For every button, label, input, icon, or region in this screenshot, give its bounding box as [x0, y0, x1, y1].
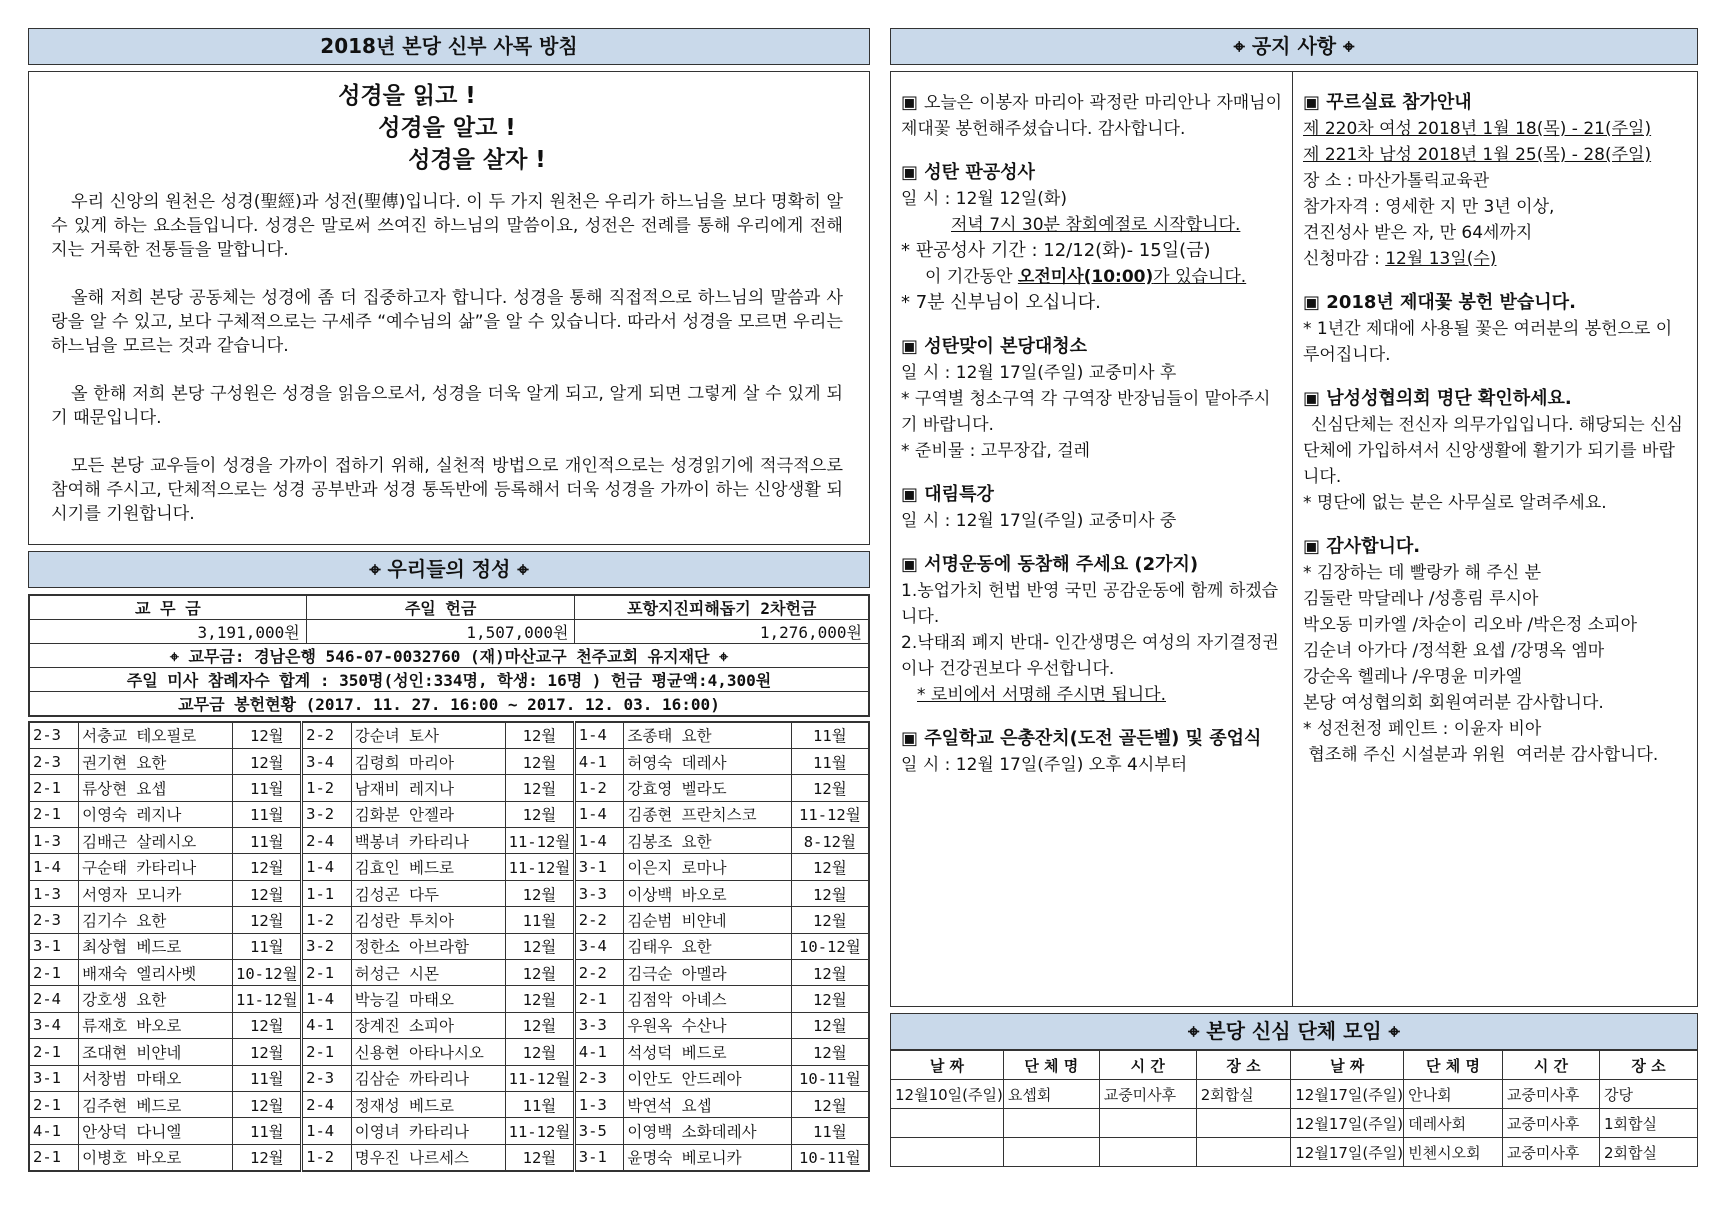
donor-name: 김주현 베드로	[79, 1091, 233, 1117]
donor-district: 2-1	[29, 775, 79, 801]
donor-district: 1-1	[302, 880, 352, 906]
table-header-row	[891, 1051, 1698, 1080]
donor-name: 김태우 요한	[624, 933, 791, 959]
notice-title: ▣ 성탄맞이 본당대청소	[901, 336, 1088, 357]
donor-name: 서충교 테오필로	[79, 722, 233, 748]
donor-months: 11-12월	[506, 854, 575, 880]
meeting-cell	[1099, 1138, 1196, 1167]
donor-name: 윤명숙 베로니카	[624, 1144, 791, 1170]
table-row	[29, 801, 869, 827]
donor-months: 10-11월	[791, 1065, 869, 1091]
donor-district: 3-3	[574, 1012, 624, 1038]
donor-district: 1-2	[302, 1144, 352, 1170]
meeting-cell: 12월17일(주일)	[1291, 1080, 1404, 1109]
donor-name: 이은지 로마나	[624, 854, 791, 880]
square-bullet-icon: ▣	[901, 554, 919, 575]
donor-name: 김극순 아멜라	[624, 960, 791, 986]
notice-box	[890, 71, 1698, 1007]
sunday-collection-value: 1,507,000원	[306, 620, 575, 644]
donor-months: 12월	[506, 933, 575, 959]
column-header: 날 짜	[1291, 1051, 1404, 1080]
meeting-cell	[891, 1138, 1004, 1167]
donor-district: 4-1	[302, 1012, 352, 1038]
donor-district: 3-1	[574, 1144, 624, 1170]
notice-line: 신심단체는 전신자 의무가입입니다. 해당되는 신심단체에 가입하셔서 신앙생활에 활기가 되기를 바랍니다.	[1303, 415, 1683, 487]
square-bullet-icon: ▣	[901, 92, 919, 113]
column-header: 시 간	[1099, 1051, 1196, 1080]
donor-name: 우원옥 수산나	[624, 1012, 791, 1038]
square-bullet-icon: ▣	[901, 336, 919, 357]
donor-months: 11-12월	[506, 1118, 575, 1144]
sunday-collection-label: 주일 헌금	[306, 595, 575, 620]
donor-name: 이영백 소화데레사	[624, 1118, 791, 1144]
thanks-line: 박오동 미카엘 /차순이 리오바 /박은정 소피아	[1303, 615, 1638, 635]
slogan-line: 성경을 알고 !	[378, 115, 516, 141]
donor-months: 10-12월	[791, 933, 869, 959]
meeting-cell: 교중미사후	[1502, 1080, 1599, 1109]
donor-name: 배재숙 엘리사벳	[79, 960, 233, 986]
table-row	[29, 960, 869, 986]
donor-district: 1-4	[302, 854, 352, 880]
meeting-cell: 데레사회	[1404, 1109, 1503, 1138]
donor-months: 12월	[506, 986, 575, 1012]
donor-months: 12월	[791, 775, 869, 801]
donor-name: 김령희 마리아	[351, 748, 505, 774]
donor-district: 2-3	[574, 1065, 624, 1091]
table-row	[29, 854, 869, 880]
meeting-cell: 12월17일(주일)	[1291, 1109, 1404, 1138]
notice-title: ▣ 2018년 제대꽃 봉헌 받습니다.	[1303, 292, 1576, 313]
donor-months: 12월	[791, 1091, 869, 1117]
meeting-cell: 요셉회	[1003, 1080, 1099, 1109]
meeting-cell: 교중미사후	[1502, 1109, 1599, 1138]
donor-months: 11월	[791, 722, 869, 748]
donor-district: 2-2	[574, 907, 624, 933]
donor-name: 안상덕 다니엘	[79, 1118, 233, 1144]
meeting-header: ⌖ 본당 신심 단체 모임 ⌖	[890, 1013, 1698, 1050]
donor-months: 8-12월	[791, 828, 869, 854]
donor-name: 김효인 베드로	[351, 854, 505, 880]
thanks-line: 김순녀 아가다 /정석환 요셉 /강명옥 엠마	[1303, 641, 1605, 661]
donor-name: 김점악 아녜스	[624, 986, 791, 1012]
column-header: 장 소	[1599, 1051, 1697, 1080]
notice-line: 일 시 : 12월 17일(주일) 오후 4시부터	[901, 755, 1188, 775]
donor-months: 12월	[791, 986, 869, 1012]
notice-line: 참가자격 : 영세한 지 만 3년 이상,	[1303, 197, 1555, 217]
donor-name: 정재성 베드로	[351, 1091, 505, 1117]
table-row	[29, 880, 869, 906]
notice-title: ▣ 대림특강	[901, 484, 994, 505]
donor-name: 김기수 요한	[79, 907, 233, 933]
donor-district: 2-2	[574, 960, 624, 986]
donor-district: 2-3	[29, 907, 79, 933]
donor-district: 1-4	[574, 801, 624, 827]
meeting-cell	[1099, 1109, 1196, 1138]
table-row	[29, 907, 869, 933]
donor-district: 3-4	[574, 933, 624, 959]
slogan	[51, 80, 843, 176]
donor-district: 4-1	[574, 1039, 624, 1065]
donor-name: 김성곤 다두	[351, 880, 505, 906]
square-bullet-icon: ▣	[901, 728, 919, 749]
donor-district: 2-4	[302, 828, 352, 854]
donor-name: 이영녀 카타리나	[351, 1118, 505, 1144]
donor-name: 이안도 안드레아	[624, 1065, 791, 1091]
thanks-line: 본당 여성협의회 회원여러분 감사합니다.	[1303, 693, 1604, 713]
table-row	[29, 1039, 869, 1065]
column-header: 날 짜	[891, 1051, 1004, 1080]
donor-name: 서영자 모니카	[79, 880, 233, 906]
donor-name: 조종태 요한	[624, 722, 791, 748]
table-row	[29, 1012, 869, 1038]
donor-months: 11월	[233, 801, 302, 827]
table-row	[29, 1118, 869, 1144]
donor-name: 김종현 프란치스코	[624, 801, 791, 827]
donor-name: 허영숙 데레사	[624, 748, 791, 774]
notice-line: 제 221차 남성 2018년 1월 25(목) - 28(주일)	[1303, 145, 1652, 165]
donor-months: 12월	[791, 960, 869, 986]
policy-paragraph: 올해 저희 본당 공동체는 성경에 좀 더 집중하고자 합니다. 성경을 통해 직접적으로 하느님의 말씀과 사랑을 알 수 있고, 보다 구체적으로는 구세주 “예수님의 삶”을 알 수 있습니다. 따라서 성경을 모르면 우리는 하느님을 모르는 것과 같습니다.	[51, 288, 843, 356]
donor-name: 남재비 레지나	[351, 775, 505, 801]
column-header: 시 간	[1502, 1051, 1599, 1080]
meeting-cell: 강당	[1599, 1080, 1697, 1109]
donor-district: 1-3	[574, 1091, 624, 1117]
donor-district: 3-1	[29, 933, 79, 959]
donor-name: 이영숙 레지나	[79, 801, 233, 827]
donor-name: 이병호 바오로	[79, 1144, 233, 1170]
donor-district: 1-2	[574, 775, 624, 801]
donor-name: 허성근 시몬	[351, 960, 505, 986]
donor-district: 2-1	[29, 1091, 79, 1117]
meeting-cell: 교중미사후	[1502, 1138, 1599, 1167]
donor-months: 12월	[791, 1039, 869, 1065]
table-row	[891, 1138, 1698, 1167]
table-row	[29, 1144, 869, 1170]
table-row	[29, 933, 869, 959]
notice-title: ▣ 주일학교 은총잔치(도전 골든벨) 및 종업식	[901, 728, 1262, 749]
donor-name: 신용현 아타나시오	[351, 1039, 505, 1065]
meeting-cell: 12월10일(주일)	[891, 1080, 1004, 1109]
donor-district: 2-1	[574, 986, 624, 1012]
donor-district: 3-1	[29, 1065, 79, 1091]
donor-name: 김화분 안젤라	[351, 801, 505, 827]
donor-district: 3-4	[302, 748, 352, 774]
thanks-line: 강순옥 헬레나 /우명윤 미카엘	[1303, 667, 1523, 687]
meeting-cell: 빈첸시오회	[1404, 1138, 1503, 1167]
donor-district: 1-4	[302, 986, 352, 1012]
square-bullet-icon: ▣	[901, 484, 919, 505]
donor-name: 석성덕 베드로	[624, 1039, 791, 1065]
column-header: 장 소	[1196, 1051, 1291, 1080]
policy-paragraph: 우리 신앙의 원천은 성경(聖經)과 성전(聖傳)입니다. 이 두 가지 원천은 우리가 하느님을 보다 명확히 알 수 있게 하는 요소들입니다. 성경은 말로써 쓰여진 하느님의 말씀이요, 성전은 전례를 통해 우리에게 전해지는 거룩한 전통들을 말합니다.	[51, 192, 843, 260]
donor-district: 4-1	[29, 1118, 79, 1144]
donor-district: 3-5	[574, 1118, 624, 1144]
donor-district: 1-2	[302, 907, 352, 933]
donor-months: 12월	[506, 722, 575, 748]
donor-months: 12월	[506, 801, 575, 827]
donor-district: 4-1	[574, 748, 624, 774]
square-bullet-icon: ▣	[901, 162, 919, 183]
donor-months: 11월	[791, 748, 869, 774]
donor-district: 3-2	[302, 801, 352, 827]
attendance-info: 주일 미사 참례자수 합계 : 350명(성인:334명, 학생: 16명 ) 헌금 평균액:4,300원	[29, 668, 869, 692]
donor-months: 12월	[791, 854, 869, 880]
donor-name: 조대현 비얀네	[79, 1039, 233, 1065]
table-row	[29, 1091, 869, 1117]
donor-months: 11월	[233, 1065, 302, 1091]
table-row	[29, 1065, 869, 1091]
donor-name: 구순태 카타리나	[79, 854, 233, 880]
meeting-cell: 12월17일(주일)	[1291, 1138, 1404, 1167]
donor-months: 12월	[506, 960, 575, 986]
square-bullet-icon: ▣	[1303, 536, 1321, 557]
donor-name: 이상백 바오로	[624, 880, 791, 906]
donor-months: 12월	[506, 1144, 575, 1170]
notice-line: 일 시 : 12월 12일(화)	[901, 189, 1067, 209]
donor-months: 10-11월	[791, 1144, 869, 1170]
meeting-cell	[891, 1109, 1004, 1138]
square-bullet-icon: ▣	[1303, 388, 1321, 409]
left-column	[28, 28, 870, 1172]
donor-district: 1-3	[29, 880, 79, 906]
table-row	[891, 1080, 1698, 1109]
donor-name: 정한소 아브라함	[351, 933, 505, 959]
table-row	[891, 1109, 1698, 1138]
donor-months: 11월	[506, 907, 575, 933]
donor-months: 12월	[506, 748, 575, 774]
slogan-line: 성경을 읽고 !	[338, 83, 476, 109]
donor-months: 12월	[233, 907, 302, 933]
notice-line: 2.낙태죄 폐지 반대- 인간생명은 여성의 자기결정권이나 건강권보다 우선합니다.	[901, 633, 1279, 679]
donor-district: 2-4	[29, 986, 79, 1012]
donor-name: 백봉녀 카타리나	[351, 828, 505, 854]
donor-district: 2-1	[29, 1144, 79, 1170]
donor-months: 12월	[233, 1039, 302, 1065]
policy-paragraph: 모든 본당 교우들이 성경을 가까이 접하기 위해, 실천적 방법으로 개인적으로는 성경읽기에 적극적으로 참여해 주시고, 단체적으로는 성경 공부반과 성경 통독반에 등록해서 더욱 성경을 가까이 하는 신앙생활 되시기를 기원합니다.	[51, 456, 843, 524]
tithe-donor-table	[28, 721, 870, 1172]
donor-months: 11월	[233, 933, 302, 959]
thanks-line: 협조해 주신 시설분과 위원 여러분 감사합니다.	[1303, 745, 1659, 765]
thanks-line: 김둘란 막달레나 /성흥림 루시아	[1303, 589, 1539, 609]
table-row	[29, 986, 869, 1012]
notice-line: 신청마감 : 12월 13일(수)	[1303, 249, 1497, 269]
special-collection-value: 1,276,000원	[575, 620, 869, 644]
donor-months: 12월	[233, 1091, 302, 1117]
donor-name: 서창범 마태오	[79, 1065, 233, 1091]
donor-months: 12월	[791, 880, 869, 906]
donor-months: 12월	[233, 1144, 302, 1170]
donor-name: 김봉조 요한	[624, 828, 791, 854]
donor-district: 3-4	[29, 1012, 79, 1038]
donor-name: 명우진 나르세스	[351, 1144, 505, 1170]
notice-line: * 준비물 : 고무장갑, 걸레	[901, 441, 1091, 461]
donor-district: 3-2	[302, 933, 352, 959]
donor-name: 강호생 요한	[79, 986, 233, 1012]
tithe-period: 교무금 봉헌현황 (2017. 11. 27. 16:00 ~ 2017. 12. 03. 16:00)	[29, 692, 869, 717]
donor-name: 김배근 살레시오	[79, 828, 233, 854]
meeting-cell: 1회합실	[1599, 1109, 1697, 1138]
notice-header: ⌖ 공지 사항 ⌖	[890, 28, 1698, 65]
donor-district: 2-2	[302, 722, 352, 748]
table-row	[29, 722, 869, 748]
donor-months: 12월	[233, 880, 302, 906]
donor-district: 1-3	[29, 828, 79, 854]
donor-months: 12월	[506, 1012, 575, 1038]
notice-right-column	[1293, 72, 1697, 1006]
donor-months: 12월	[791, 907, 869, 933]
offering-header: ⌖ 우리들의 정성 ⌖	[28, 551, 870, 588]
donor-months: 11월	[233, 1118, 302, 1144]
tithe-value: 3,191,000원	[29, 620, 306, 644]
slogan-line: 성경을 살자 !	[408, 147, 546, 173]
notice-line: * 구역별 청소구역 각 구역장 반장님들이 맡아주시기 바랍니다.	[901, 389, 1271, 435]
square-bullet-icon: ▣	[1303, 292, 1321, 313]
notice-left-column	[891, 72, 1293, 1006]
donor-district: 1-4	[574, 722, 624, 748]
table-row	[29, 828, 869, 854]
policy-paragraph: 올 한해 저희 본당 구성원은 성경을 읽음으로서, 성경을 더욱 알게 되고, 알게 되면 그렇게 살 수 있게 되기 때문입니다.	[51, 384, 843, 428]
notice-line: 일 시 : 12월 17일(주일) 교중미사 중	[901, 511, 1177, 531]
donor-months: 11-12월	[506, 828, 575, 854]
donor-district: 1-4	[29, 854, 79, 880]
donor-district: 1-2	[302, 775, 352, 801]
donor-months: 12월	[233, 854, 302, 880]
donor-name: 강효영 벨라도	[624, 775, 791, 801]
donor-name: 최상협 베드로	[79, 933, 233, 959]
donor-name: 김순범 비얀네	[624, 907, 791, 933]
donor-district: 2-3	[302, 1065, 352, 1091]
notice-title: ▣ 남성성협의회 명단 확인하세요.	[1303, 388, 1572, 409]
meeting-cell	[1003, 1109, 1099, 1138]
donor-district: 2-3	[29, 722, 79, 748]
donor-district: 2-3	[29, 748, 79, 774]
notice-text: 오늘은 이봉자 마리아 곽정란 마리안나 자매님이 제대꽃 봉헌해주셨습니다. 감사합니다.	[901, 93, 1283, 139]
pastor-policy-box	[28, 71, 870, 545]
donor-months: 12월	[233, 722, 302, 748]
donor-months: 10-12월	[233, 960, 302, 986]
square-bullet-icon: ▣	[1303, 92, 1321, 113]
donor-months: 11월	[233, 775, 302, 801]
notice-line: 장 소 : 마산가톨릭교육관	[1303, 171, 1490, 191]
donor-months: 11월	[506, 1091, 575, 1117]
pastor-policy-header: 2018년 본당 신부 사목 방침	[28, 28, 870, 65]
table-row	[29, 775, 869, 801]
meeting-cell	[1196, 1138, 1291, 1167]
notice-line: 일 시 : 12월 17일(주일) 교중미사 후	[901, 363, 1177, 383]
right-column	[890, 28, 1698, 1167]
notice-line: 이 기간동안 오전미사(10:00)가 있습니다.	[925, 267, 1247, 287]
notice-line: * 1년간 제대에 사용될 꽃은 여러분의 봉헌으로 이루어집니다.	[1303, 319, 1673, 365]
notice-title: ▣ 감사합니다.	[1303, 536, 1421, 557]
donor-district: 3-1	[574, 854, 624, 880]
table-row	[29, 748, 869, 774]
meeting-cell: 2회합실	[1196, 1080, 1291, 1109]
special-collection-label: 포항지진피해돕기 2차헌금	[575, 595, 869, 620]
donor-months: 12월	[791, 1012, 869, 1038]
column-header: 단 체 명	[1404, 1051, 1503, 1080]
notice-title: ▣ 꾸르실료 참가안내	[1303, 92, 1472, 113]
notice-title: ▣ 성탄 판공성사	[901, 162, 1035, 183]
tithe-label: 교 무 금	[29, 595, 306, 620]
notice-line: * 명단에 없는 분은 사무실로 알려주세요.	[1303, 493, 1607, 513]
notice-line: 1.농업가치 헌법 반영 국민 공감운동에 함께 하겠습니다.	[901, 581, 1279, 627]
meeting-cell	[1196, 1109, 1291, 1138]
donor-district: 1-4	[574, 828, 624, 854]
donor-months: 12월	[506, 880, 575, 906]
donor-name: 박연석 요셉	[624, 1091, 791, 1117]
meeting-cell: 2회합실	[1599, 1138, 1697, 1167]
donor-name: 김성란 투치아	[351, 907, 505, 933]
notice-title: ▣ 서명운동에 동참해 주세요 (2가지)	[901, 554, 1199, 575]
notice-line: * 7분 신부님이 오십니다.	[901, 292, 1101, 313]
donor-district: 2-1	[302, 1039, 352, 1065]
donor-months: 11월	[233, 828, 302, 854]
notice-line: 저녁 7시 30분 참회예절로 시작합니다.	[951, 215, 1241, 235]
donor-months: 11-12월	[506, 1065, 575, 1091]
donor-name: 김삼순 까타리나	[351, 1065, 505, 1091]
donor-name: 장계진 소피아	[351, 1012, 505, 1038]
donor-district: 3-3	[574, 880, 624, 906]
donor-months: 12월	[233, 1012, 302, 1038]
donor-months: 12월	[506, 1039, 575, 1065]
donor-district: 1-4	[302, 1118, 352, 1144]
offering-summary-table	[28, 594, 870, 717]
thanks-line: * 김장하는 데 빨랑카 해 주신 분	[1303, 563, 1541, 583]
meeting-table	[890, 1050, 1698, 1167]
notice-line: * 판공성사 기간 : 12/12(화)- 15일(금)	[901, 240, 1211, 261]
notice-line: 제 220차 여성 2018년 1월 18(목) - 21(주일)	[1303, 119, 1652, 139]
account-info: ⌖ 교무금: 경남은행 546-07-0032760 (재)마산교구 천주교회 유지재단 ⌖	[29, 644, 869, 668]
notice-altar-flowers	[901, 90, 1282, 142]
donor-name: 권기현 요한	[79, 748, 233, 774]
notice-line: * 로비에서 서명해 주시면 됩니다.	[917, 685, 1167, 705]
donor-district: 2-1	[302, 960, 352, 986]
donor-name: 박능길 마태오	[351, 986, 505, 1012]
donor-months: 11-12월	[233, 986, 302, 1012]
donor-name: 강순녀 토사	[351, 722, 505, 748]
donor-months: 12월	[233, 748, 302, 774]
donor-district: 2-1	[29, 1039, 79, 1065]
thanks-line: * 성전천정 페인트 : 이윤자 비아	[1303, 719, 1542, 739]
donor-district: 2-4	[302, 1091, 352, 1117]
meeting-cell: 안나회	[1404, 1080, 1503, 1109]
meeting-cell: 교중미사후	[1099, 1080, 1196, 1109]
donor-months: 11-12월	[791, 801, 869, 827]
column-header: 단 체 명	[1003, 1051, 1099, 1080]
donor-district: 2-1	[29, 801, 79, 827]
donor-name: 류재호 바오로	[79, 1012, 233, 1038]
notice-line: 견진성사 받은 자, 만 64세까지	[1303, 223, 1533, 243]
donor-months: 11월	[791, 1118, 869, 1144]
donor-name: 류상현 요셉	[79, 775, 233, 801]
donor-district: 2-1	[29, 960, 79, 986]
donor-months: 12월	[506, 775, 575, 801]
meeting-cell	[1003, 1138, 1099, 1167]
